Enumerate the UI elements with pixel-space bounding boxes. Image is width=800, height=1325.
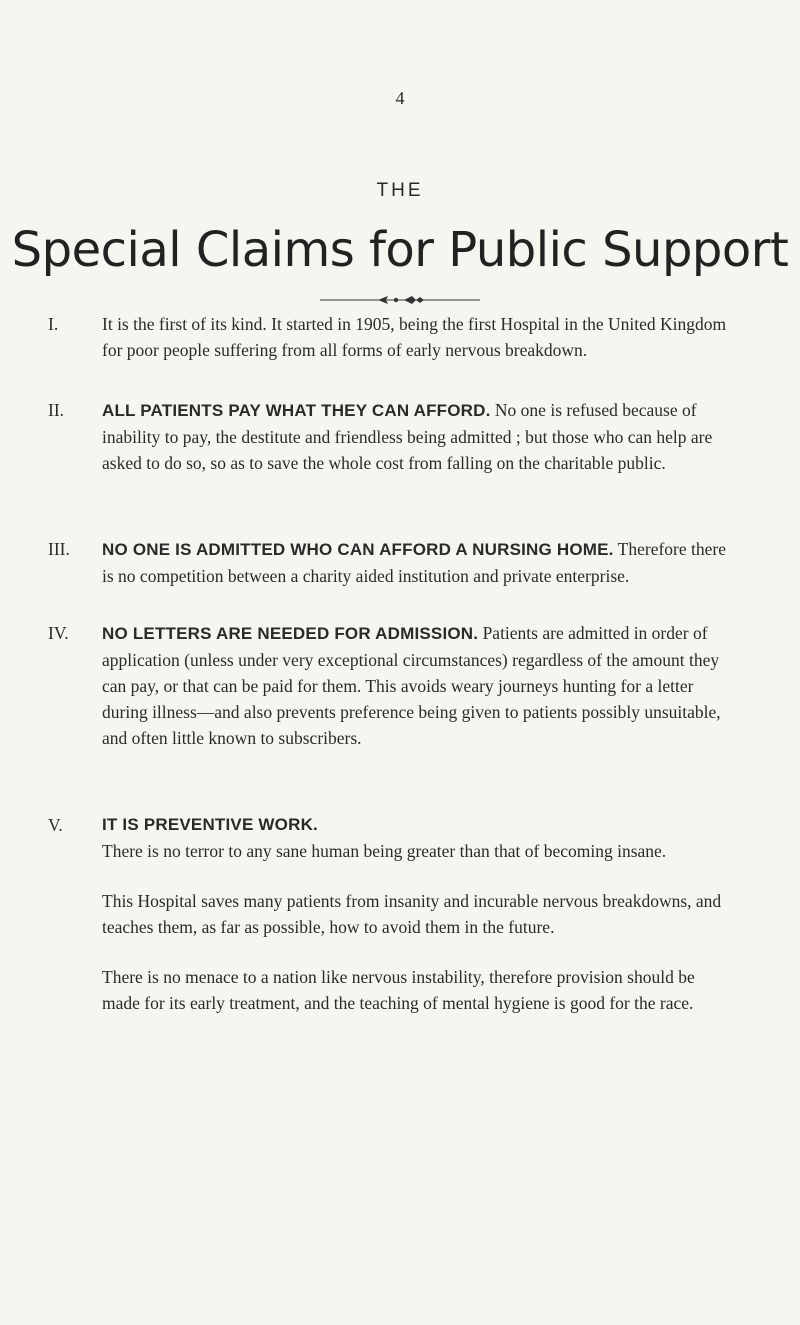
section-heading: NO LETTERS ARE NEEDED FOR ADMISSION. — [102, 624, 479, 643]
title-kicker: THE — [376, 180, 424, 201]
ornament-divider — [320, 294, 480, 306]
section-paragraph — [102, 397, 728, 476]
section-heading: ALL PATIENTS PAY WHAT THEY CAN AFFORD. — [102, 401, 491, 420]
section-1 — [48, 311, 728, 363]
section-numeral: IV. — [48, 623, 69, 643]
page-number: 4 — [395, 88, 405, 108]
section-paragraph: There is no terror to any sane human being greater than that of becoming insane. — [102, 841, 667, 861]
section-paragraph: This Hospital saves many patients from insanity and incurable nervous breakdowns, and teaches them, as far as possible, how to avoid them in the future. — [102, 891, 722, 937]
section-paragraph — [102, 536, 728, 589]
section-numeral: II. — [48, 400, 65, 420]
section-numeral: III. — [48, 539, 70, 559]
section-text: Therefore there is no competition between a charity aided institution and private enterprise. — [102, 539, 726, 586]
section-text: It is the first of its kind. It started in 1905, being the first Hospital in the United Kingdom for poor people suffering from all forms of early nervous breakdown. — [102, 314, 727, 360]
section-heading: NO ONE IS ADMITTED WHO CAN AFFORD A NURSING HOME. — [102, 540, 614, 559]
page-title: Special Claims for Public Support — [11, 222, 789, 278]
section-paragraph — [102, 620, 728, 751]
section-text: No one is refused because of inability to pay, the destitute and friendless being admitted ; but those who can help are asked to do so, so as to save the whole cost from falling on the charitable public. — [102, 400, 713, 473]
section-text: Patients are admitted in order of application (unless under very exceptional circumstances) regardless of the amount they can pay, or that can be paid for them. This avoids weary journeys hunting for a letter during illness—and also prevents preference being given to patients possibly unsuitable, and often little known to subscribers. — [102, 623, 721, 748]
divider-rule-icon — [320, 294, 480, 306]
section-paragraph: There is no menace to a nation like nervous instability, therefore provision should be made for its early treatment, and the teaching of mental hygiene is good for the race. — [102, 967, 695, 1013]
section-numeral: V. — [48, 815, 63, 835]
section-4 — [48, 620, 728, 751]
section-2 — [48, 397, 728, 476]
section-numeral: I. — [48, 314, 59, 334]
section-heading: IT IS PREVENTIVE WORK. — [102, 815, 318, 834]
section-5 — [48, 812, 728, 1016]
section-3 — [48, 536, 728, 589]
